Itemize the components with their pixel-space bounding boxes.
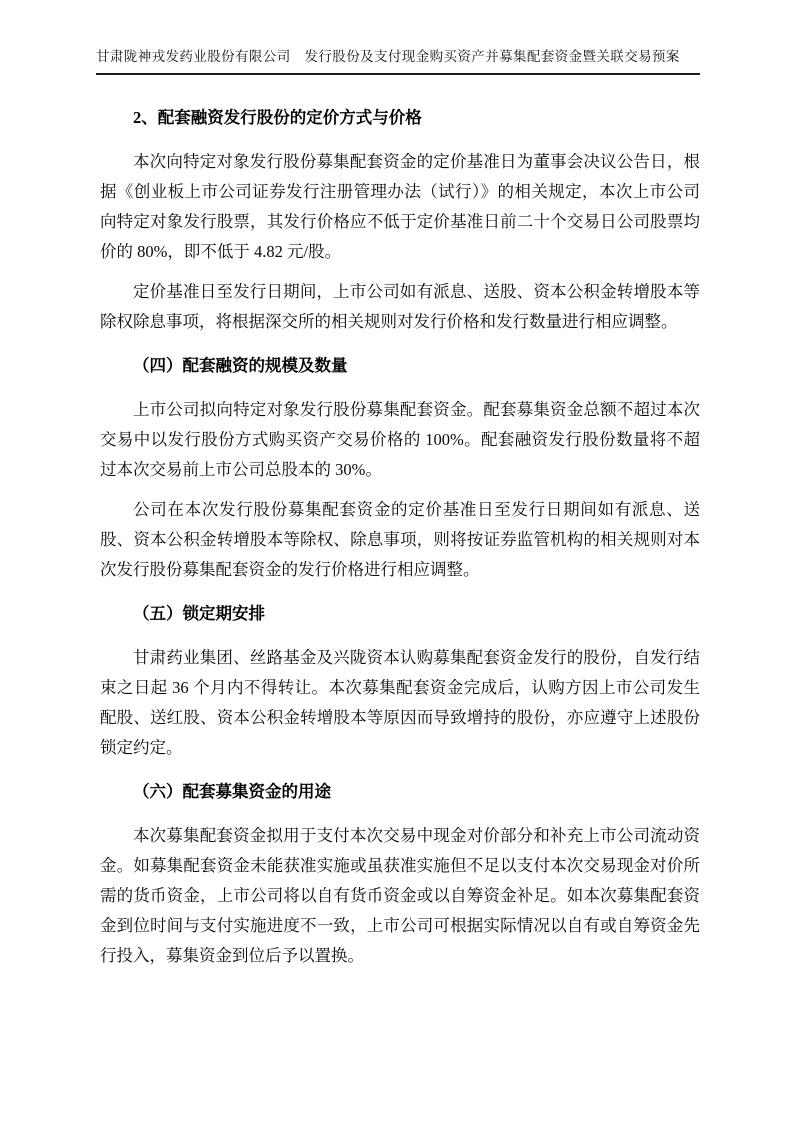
paragraph: 本次向特定对象发行股份募集配套资金的定价基准日为董事会决议公告日，根据《创业板上市公司证券发行注册管理办法（试行）》的相关规定，本次上市公司向特定对象发行股票，其发行价格应不低于定价基准日前二十个交易日公司股票均价的 80%，即不低于 4.82 元/股。 — [100, 152, 700, 261]
paragraph: 本次募集配套资金拟用于支付本次交易中现金对价部分和补充上市公司流动资金。如募集配套资金未能获准实施或虽获准实施但不足以支付本次交易现金对价所需的货币资金，上市公司将以自有货币资金或以自筹资金补足。如本次募集配套资金到位时间与支付实施进度不一致，上市公司可根据实际情况以自有或自筹资金先行投入，募集资金到位后予以置换。 — [100, 826, 700, 965]
paragraph: 上市公司拟向特定对象发行股份募集配套资金。配套募集资金总额不超过本次交易中以发行股份方式购买资产交易价格的 100%。配套融资发行股份数量将不超过本次交易前上市公司总股本的 30%。 — [100, 400, 700, 479]
section-pricing-method — [100, 103, 700, 337]
document-body — [100, 75, 700, 971]
section-fund-usage — [100, 777, 700, 971]
section-scale-quantity — [100, 351, 700, 585]
paragraph: 定价基准日至发行日期间，上市公司如有派息、送股、资本公积金转增股本等除权除息事项，将根据深交所的相关规则对发行价格和发行数量进行相应调整。 — [100, 282, 700, 331]
section-heading: （六）配套募集资金的用途 — [133, 782, 331, 801]
section-heading: （五）锁定期安排 — [133, 604, 265, 623]
paragraph: 甘肃药业集团、丝路基金及兴陇资本认购募集配套资金发行的股份，自发行结束之日起 36 个月内不得转让。本次募集配套资金完成后，认购方因上市公司发生配股、送红股、资本公积金转增股本等原因而导致增持的股份，亦应遵守上述股份锁定约定。 — [100, 648, 700, 757]
section-heading: （四）配套融资的规模及数量 — [133, 356, 348, 375]
paragraph: 公司在本次发行股份募集配套资金的定价基准日至发行日期间如有派息、送股、资本公积金转增股本等除权、除息事项，则将按证券监管机构的相关规则对本次发行股份募集配套资金的发行价格进行相应调整。 — [100, 500, 700, 579]
header-title: 甘肃陇神戎发药业股份有限公司 发行股份及支付现金购买资产并募集配套资金暨关联交易预案 — [96, 49, 680, 64]
section-lockup-arrangement — [100, 599, 700, 763]
section-heading: 2、配套融资发行股份的定价方式与价格 — [133, 108, 422, 127]
page-header — [96, 0, 700, 75]
